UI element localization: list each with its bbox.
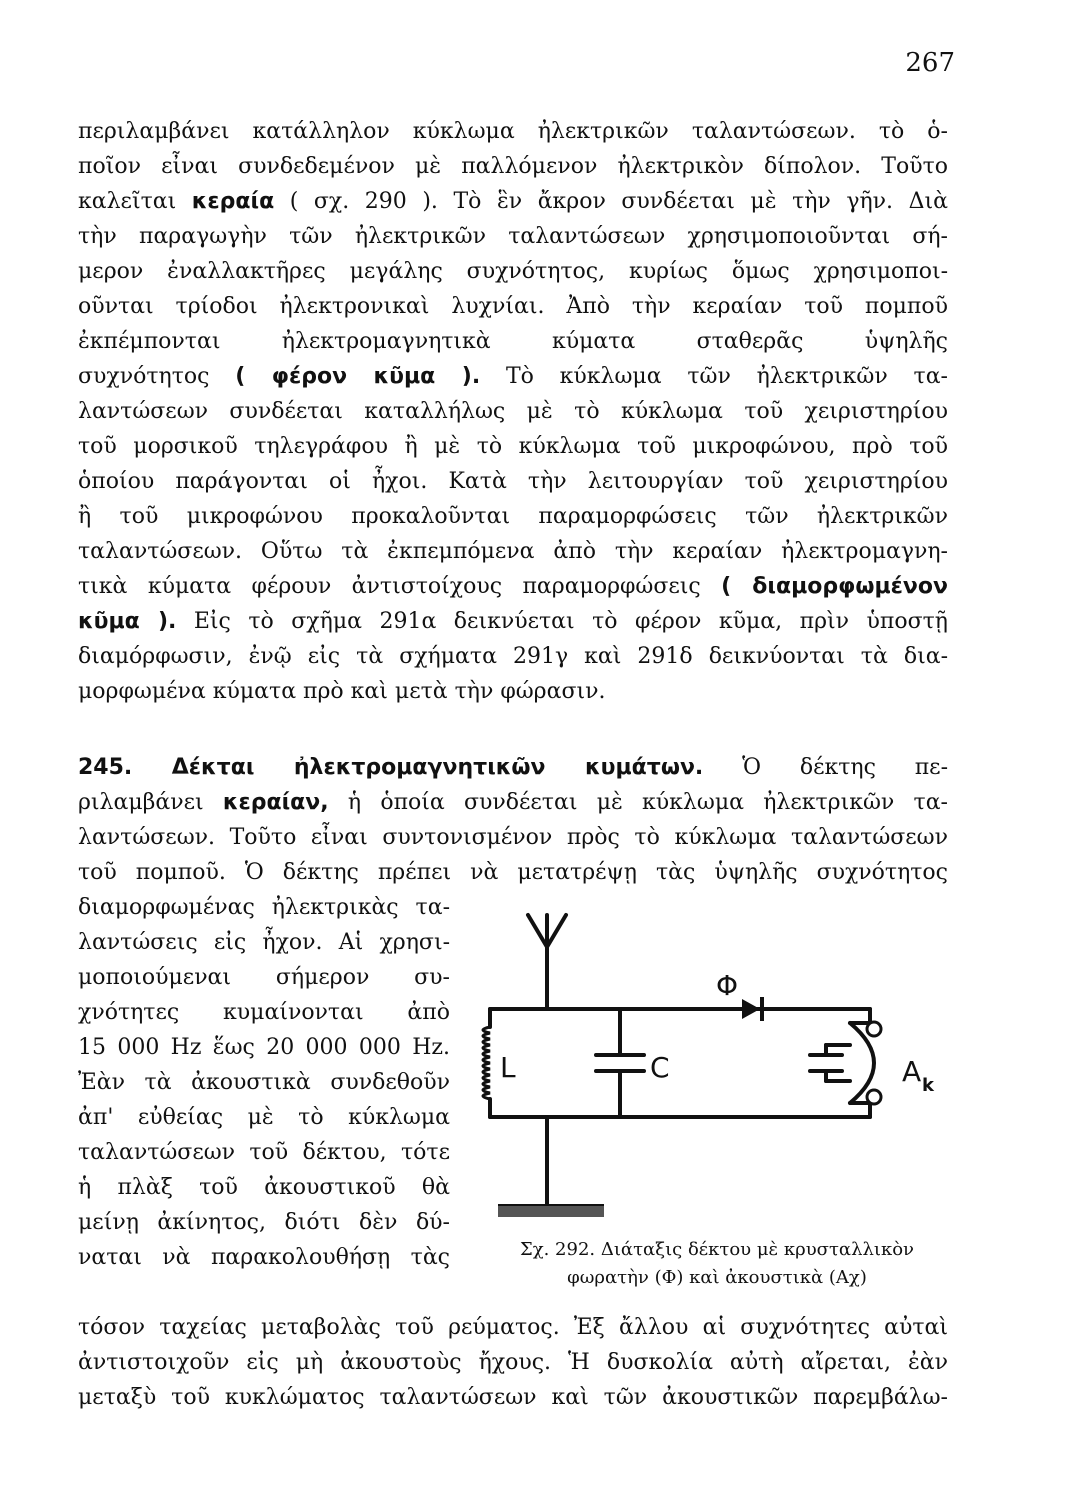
text-run: ἡ ὁποία συνδέεται μὲ κύκλωμα ἠλεκτρικῶν τα- xyxy=(328,790,948,815)
bold-term-feron-kyma: ( φέρον κῦμα ). xyxy=(235,364,481,389)
text-line: ἐκπέμπονται ἠλεκτρομαγνητικὰ κύματα σταθερᾶς ὑψηλῆς xyxy=(78,329,948,354)
text-line: μεταξὺ τοῦ κυκλώματος ταλαντώσεων καὶ τῶν ἀκουστικῶν παρεμβάλω- xyxy=(78,1385,948,1410)
bold-term-keraia: κεραία xyxy=(191,189,275,214)
text-line: ταλαντώσεων. Οὕτω τὰ ἐκπεμπόμενα ἀπὸ τὴν κεραίαν ἠλεκτρομαγνη- xyxy=(78,539,948,564)
text-line: ταλαντώσεων τοῦ δέκτου, τότε xyxy=(78,1140,450,1165)
text-line: διαμόρφωσιν, ἐνῷ εἰς τὰ σχήματα 291γ καὶ 291δ δεικνύονται τὰ δια- xyxy=(78,644,948,669)
capacitor-label: C xyxy=(650,1051,670,1084)
text-run: συχνότητος xyxy=(78,364,236,389)
inductor-label: L xyxy=(500,1051,516,1084)
text-line: μείνῃ ἀκίνητος, διότι δὲν δύ- xyxy=(78,1210,450,1235)
text-line: περιλαμβάνει κατάλληλον κύκλωμα ἠλεκτρικῶν ταλαντώσεων. τὸ ὁ- xyxy=(78,119,948,144)
inductor-coil-icon xyxy=(483,1027,490,1099)
text-run: καλεῖται xyxy=(78,189,192,214)
detector-label: Φ xyxy=(716,969,739,1002)
ground-plate-icon xyxy=(498,1205,604,1217)
text-line: τοῦ πομποῦ. Ὁ δέκτης πρέπει νὰ μετατρέψῃ τὰς ὑψηλῆς συχνότητος xyxy=(78,860,948,885)
text-line: Ἐὰν τὰ ἀκουστικὰ συνδεθοῦν xyxy=(78,1070,450,1095)
text-line: ὁποίου παράγονται οἱ ἦχοι. Κατὰ τὴν λειτουργίαν τοῦ χειριστηρίου xyxy=(78,469,948,494)
text-line xyxy=(78,187,948,217)
text-line: λαντώσεων. Τοῦτο εἶναι συντονισμένον πρὸς τὸ κύκλωμα ταλαντώσεων xyxy=(78,825,948,850)
text-line: μορφωμένα κύματα πρὸ καὶ μετὰ τὴν φώρασιν. xyxy=(78,679,606,704)
section-heading-line xyxy=(78,753,948,783)
crystal-detector-icon xyxy=(742,999,760,1019)
text-line: χνότητες κυμαίνονται ἀπὸ xyxy=(78,1000,450,1025)
text-line: διαμορφωμένας ἠλεκτρικὰς τα- xyxy=(78,895,450,920)
text-line: ἀντιστοιχοῦν εἰς μὴ ἀκουστοὺς ἤχους. Ἡ δυσκολία αὐτὴ αἴρεται, ἐὰν xyxy=(78,1350,948,1375)
text-line: ἀπ' εὐθείας μὲ τὸ κύκλωμα xyxy=(78,1105,450,1130)
receiver-circuit-diagram xyxy=(470,905,950,1240)
text-run: ( σχ. 290 ). Τὸ ἓν ἄκρον συνδέεται μὲ τὴν γῆν. Διὰ xyxy=(274,189,948,214)
bold-term-kyma: κῦμα ). xyxy=(78,609,177,634)
earphones-label-sub: k xyxy=(922,1075,934,1096)
section-heading-245: 245. Δέκται ἠλεκτρομαγνητικῶν κυμάτων. xyxy=(78,755,704,780)
figure-caption: φωρατὴν (Φ) καὶ ἀκουστικὰ (Αχ) xyxy=(567,1267,867,1288)
text-line: ἡ πλὰξ τοῦ ἀκουστικοῦ θὰ xyxy=(78,1175,450,1200)
text-line: μοποιούμεναι σήμερον συ- xyxy=(78,965,450,990)
text-line: ποῖον εἶναι συνδεδεμένον μὲ παλλόμενον ἠλεκτρικὸν δίπολον. Τοῦτο xyxy=(78,154,948,179)
text-run: τικὰ κύματα φέρουν ἀντιστοίχους παραμορφώσεις xyxy=(78,574,722,599)
text-run: Ὁ δέκτης πε- xyxy=(703,755,948,780)
text-line: οῦνται τρίοδοι ἠλεκτρονικαὶ λυχνίαι. Ἀπὸ τὴν κεραίαν τοῦ πομποῦ xyxy=(78,294,948,319)
bold-term-diamorfomenon: ( διαμορφωμένον xyxy=(721,574,948,599)
text-line: λαντώσεων συνδέεται καταλλήλως μὲ τὸ κύκλωμα τοῦ χειριστηρίου xyxy=(78,399,948,424)
text-line xyxy=(78,607,948,637)
text-line: μερον ἐναλλακτῆρες μεγάλης συχνότητος, κυρίως ὅμως χρησιμοποι- xyxy=(78,259,948,284)
earphones-label: A xyxy=(902,1055,922,1088)
text-run: Εἰς τὸ σχῆμα 291α δεικνύεται τὸ φέρον κῦμα, πρὶν ὑποστῇ xyxy=(176,609,948,634)
text-line xyxy=(78,362,948,392)
figure-caption: Σχ. 292. Διάταξις δέκτου μὲ κρυσταλλικὸν xyxy=(519,1239,914,1260)
text-line: 15 000 Hz ἕως 20 000 000 Hz. xyxy=(78,1035,450,1060)
text-line xyxy=(78,788,948,818)
text-line: τοῦ μορσικοῦ τηλεγράφου ἢ μὲ τὸ κύκλωμα τοῦ μικροφώνου, πρὸ τοῦ xyxy=(78,434,948,459)
text-line: τόσον ταχείας μεταβολὰς τοῦ ρεύματος. Ἐξ ἄλλου αἱ συχνότητες αὐταὶ xyxy=(78,1315,948,1340)
text-line xyxy=(78,572,948,602)
text-line: λαντώσεις εἰς ἦχον. Αἱ χρησι- xyxy=(78,930,450,955)
text-line: τὴν παραγωγὴν τῶν ἠλεκτρικῶν ταλαντώσεων χρησιμοποιοῦνται σή- xyxy=(78,224,948,249)
text-line: ἢ τοῦ μικροφώνου προκαλοῦνται παραμορφώσεις τῶν ἠλεκτρικῶν xyxy=(78,504,948,529)
text-run: ριλαμβάνει xyxy=(78,790,223,815)
text-line: ναται νὰ παρακολουθήσῃ τὰς xyxy=(78,1245,450,1270)
bold-term-keraian: κεραίαν, xyxy=(222,790,329,815)
text-run: Τὸ κύκλωμα τῶν ἠλεκτρικῶν τα- xyxy=(480,364,948,389)
page-number: 267 xyxy=(905,48,955,78)
